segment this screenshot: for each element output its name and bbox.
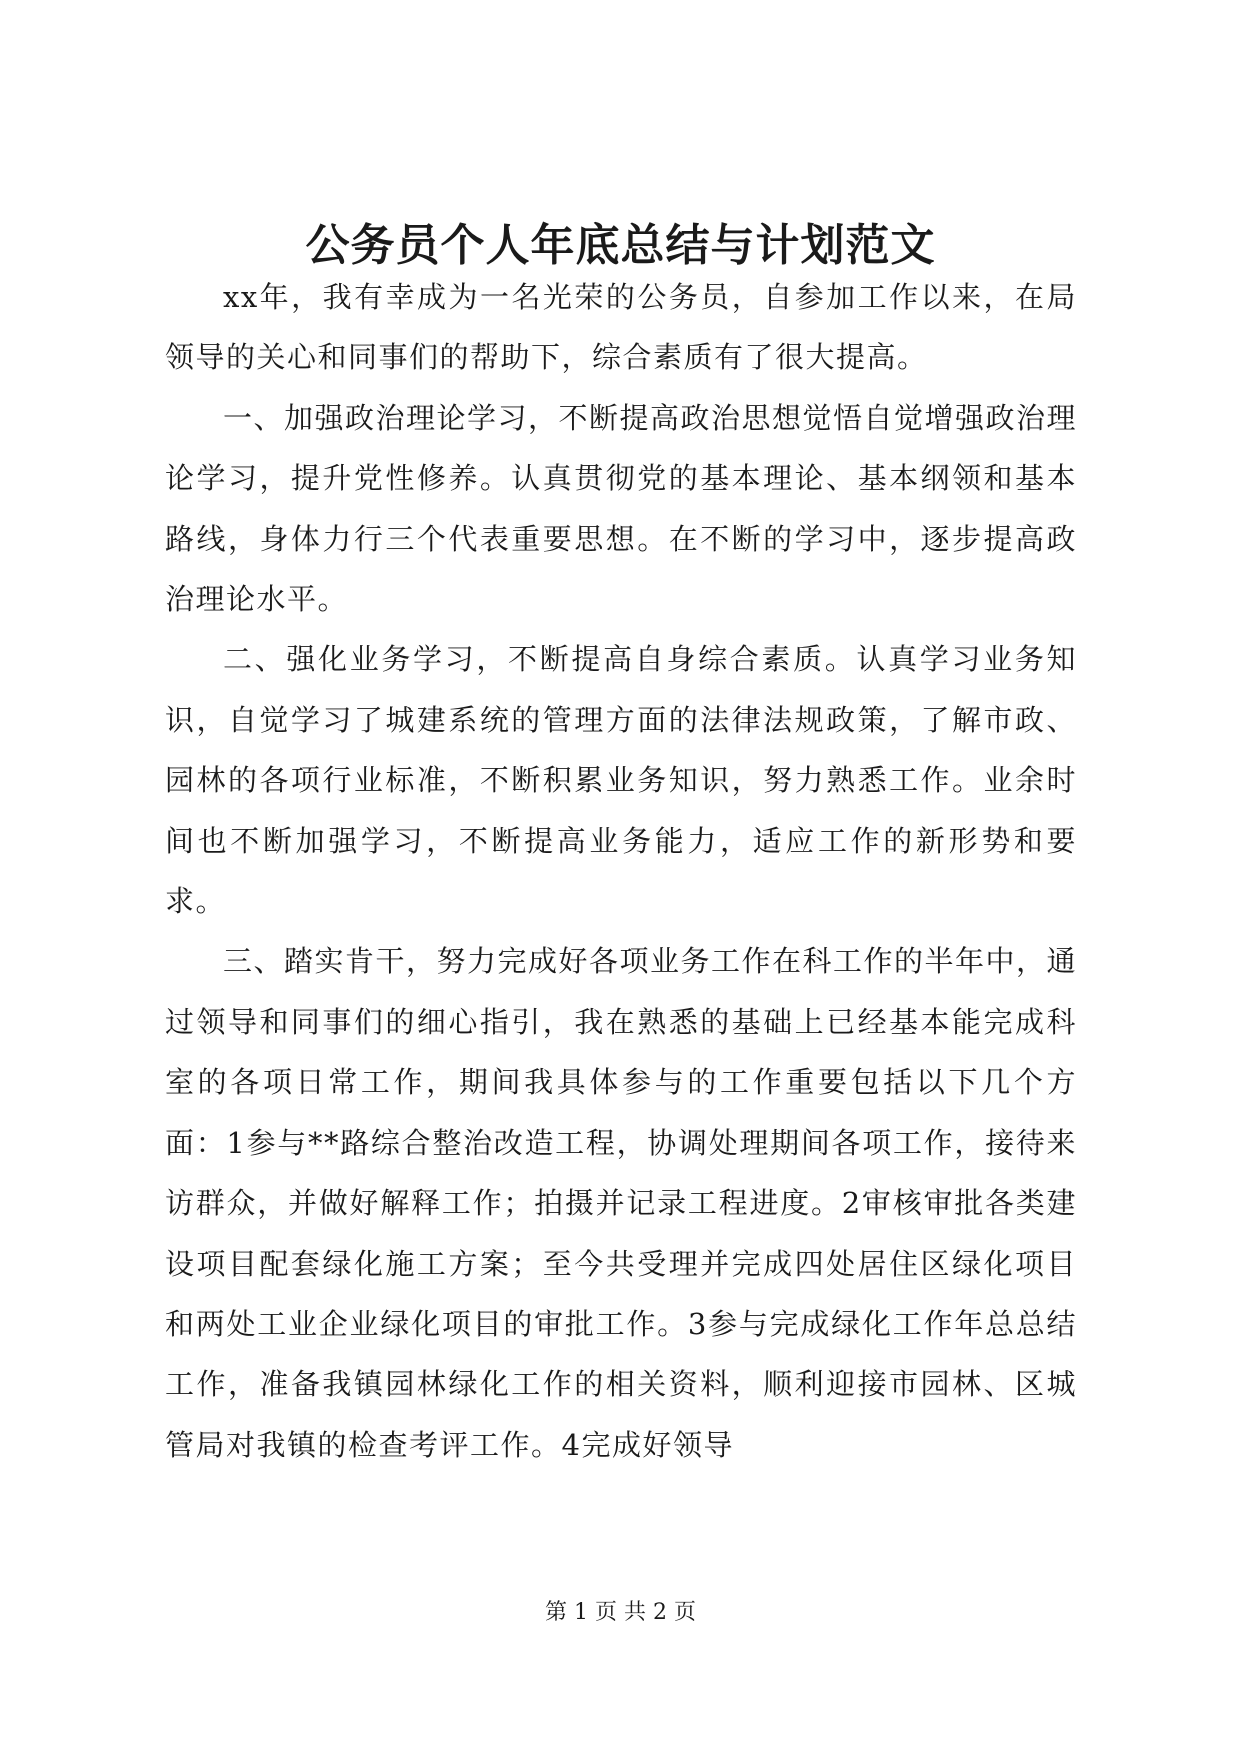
page-number-footer: 第 1 页 共 2 页: [545, 1600, 696, 1625]
paragraph-section-2: 二、强化业务学习，不断提高自身综合素质。认真学习业务知识，自觉学习了城建系统的管理方面的法律法规政策，了解市政、园林的各项行业标准，不断积累业务知识，努力熟悉工作。业余时间也不断加强学习，不断提高业务能力，适应工作的新形势和要求。: [165, 642, 1077, 919]
document-body: [165, 267, 1077, 1475]
document-title: 公务员个人年底总结与计划范文: [305, 220, 936, 271]
paragraph-section-1: 一、加强政治理论学习，不断提高政治思想觉悟自觉增强政治理论学习，提升党性修养。认真贯彻党的基本理论、基本纲领和基本路线，身体力行三个代表重要思想。在不断的学习中，逐步提高政治理论水平。: [165, 400, 1078, 617]
paragraph-intro: xx年，我有幸成为一名光荣的公务员，自参加工作以来，在局领导的关心和同事们的帮助下，综合素质有了很大提高。: [165, 280, 1077, 375]
paragraph-section-3: 三、踏实肯干，努力完成好各项业务工作在科工作的半年中，通过领导和同事们的细心指引，我在熟悉的基础上已经基本能完成科室的各项日常工作，期间我具体参与的工作重要包括以下几个方面：1参与**路综合整治改造工程，协调处理期间各项工作，接待来访群众，并做好解释工作；拍摄并记录工程进度。2审核审批各类建设项目配套绿化施工方案；至今共受理并完成四处居住区绿化项目和两处工业企业绿化项目的审批工作。3参与完成绿化工作年总总结工作，准备我镇园林绿化工作的相关资料，顺利迎接市园林、区城管局对我镇的检查考评工作。4完成好领导: [165, 944, 1078, 1462]
